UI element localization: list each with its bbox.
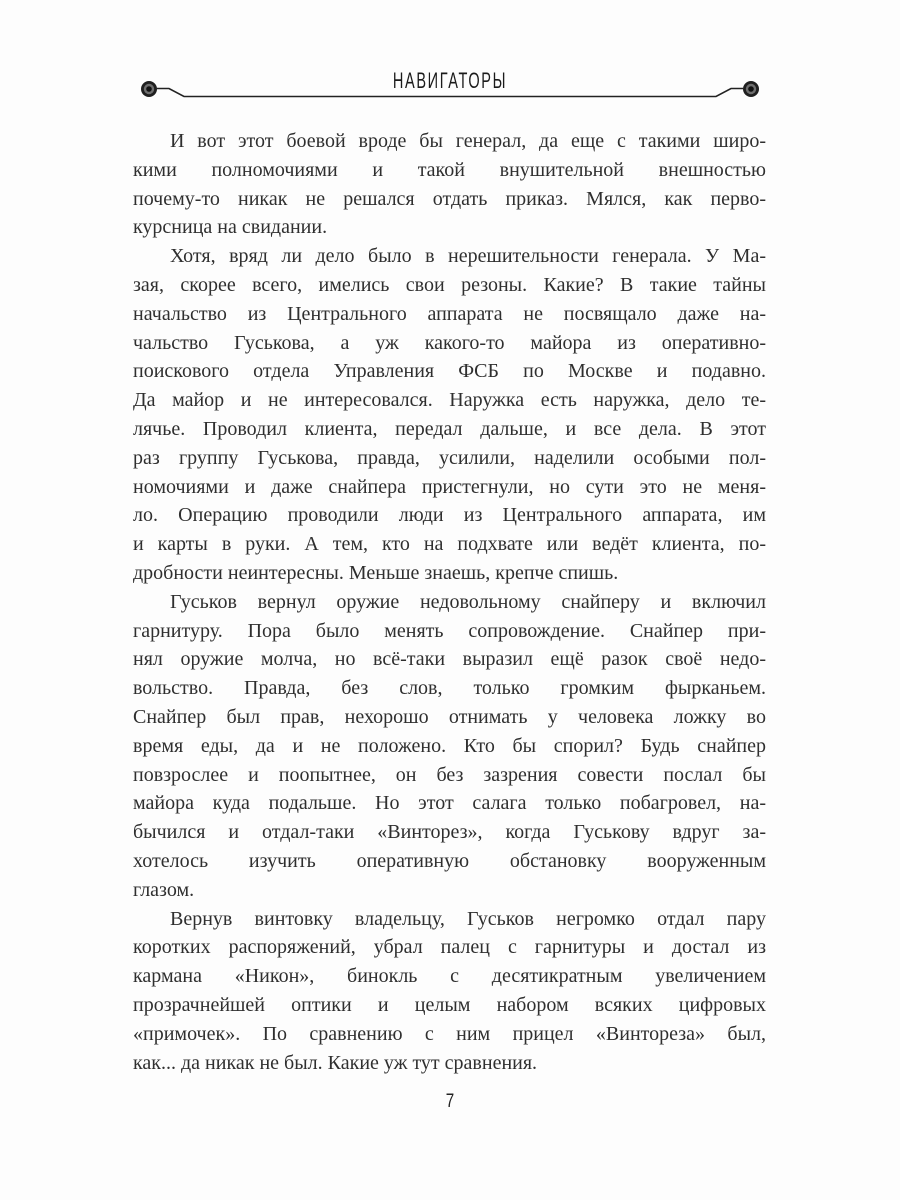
paragraph — [133, 905, 766, 1078]
text-line: как... да никак не был. Какие уж тут сравнения. — [133, 1051, 538, 1074]
paragraph — [133, 588, 766, 905]
text-line: прозрачнейшей оптики и целым набором всяких цифровых — [133, 993, 766, 1016]
text-line: Гуськов вернул оружие недовольному снайперу и включил — [170, 590, 766, 613]
running-head-title: НАВИГАТОРЫ — [392, 68, 508, 93]
text-line: кими полномочиями и такой внушительной внешностью — [133, 158, 766, 181]
bullet-dot-icon — [141, 81, 157, 97]
text-line: курсница на свидании. — [133, 216, 328, 239]
text-line: нял оружие молча, но всё-таки выразил ещё разок своё недо- — [133, 648, 766, 671]
text-line: бычился и отдал-таки «Винторез», когда Гуськову вдруг за- — [133, 821, 766, 844]
text-line: И вот этот боевой вроде бы генерал, да еще с такими широ- — [170, 130, 766, 152]
text-line: зая, скорее всего, имелись свои резоны. Какие? В такие тайны — [133, 273, 766, 296]
text-line: чальство Гуськова, а уж какого-то майора из оперативно- — [133, 331, 766, 354]
text-line: раз группу Гуськова, правда, усилили, наделили особыми пол- — [133, 446, 766, 469]
text-line: номочиями и даже снайпера пристегнули, но сути это не меня- — [133, 475, 766, 498]
text-line: и карты в руки. А тем, кто на подхвате или ведёт клиента, по- — [133, 533, 766, 556]
text-block — [133, 127, 766, 1077]
paragraph — [133, 242, 766, 588]
text-line: Снайпер был прав, нехорошо отнимать у человека ложку во — [133, 705, 766, 728]
text-line: почему-то никак не решался отдать приказ. Мялся, как перво- — [133, 187, 766, 210]
text-line: вольство. Правда, без слов, только громким фырканьем. — [133, 677, 766, 700]
text-line: ло. Операцию проводили люди из Центрального аппарата, им — [133, 504, 766, 527]
text-line: хотелось изучить оперативную обстановку вооруженным — [133, 849, 766, 872]
text-line: кармана «Никон», бинокль с десятикратным увеличением — [133, 965, 766, 988]
text-line: начальство из Центрального аппарата не посвящало даже на- — [133, 302, 766, 325]
page-number: 7 — [445, 1091, 455, 1112]
text-line: коротких распоряжений, убрал палец с гарнитуры и достал из — [133, 936, 766, 959]
text-line: повзрослее и поопытнее, он без зазрения совести послал бы — [133, 763, 766, 786]
text-line: майора куда подальше. Но этот салага только побагровел, на- — [133, 792, 766, 815]
text-line: лячье. Проводил клиента, передал дальше, и все дела. В этот — [133, 417, 766, 440]
text-line: глазом. — [133, 878, 195, 901]
bullet-dot-icon — [743, 81, 759, 97]
text-line: гарнитуру. Пора было менять сопровождение. Снайпер при- — [133, 619, 766, 642]
text-line: дробности неинтересны. Меньше знаешь, крепче спишь. — [133, 561, 619, 584]
text-line: время еды, да и не положено. Кто бы спорил? Будь снайпер — [133, 734, 766, 757]
text-line: поискового отдела Управления ФСБ по Москве и подавно. — [133, 360, 766, 383]
paragraph — [133, 127, 766, 242]
text-line: Да майор и не интересовался. Наружка есть наружка, дело те- — [133, 389, 766, 412]
text-line: «примочек». По сравнению с ним прицел «Винтореза» был, — [133, 1022, 766, 1045]
text-line: Хотя, вряд ли дело было в нерешительности генерала. У Ма- — [170, 245, 766, 268]
text-line: Вернув винтовку владельцу, Гуськов негромко отдал пару — [170, 907, 766, 930]
